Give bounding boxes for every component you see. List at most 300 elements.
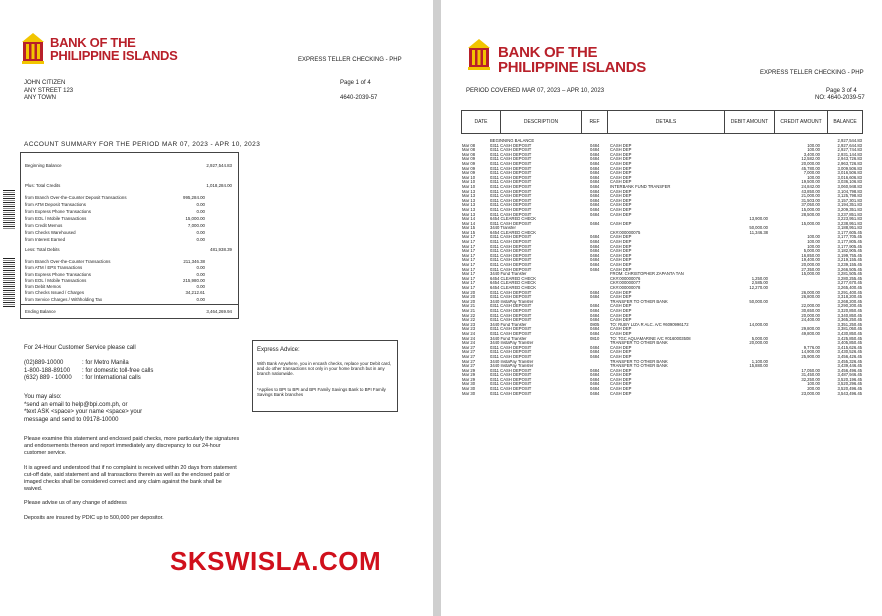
txn-credit: 21,000.00 [801,194,820,199]
txn-balance: 3,199,755.45 [837,253,862,258]
txn-ref: 0484 [590,308,600,313]
txn-date: Mar 30 [462,391,476,396]
txn-description: 0311 CASH DEPOSIT [490,194,532,199]
txn-ref: 0484 [590,175,600,180]
txn-date: Mar 21 [462,308,476,313]
summary-line [25,209,205,216]
col-header-debit: DEBIT AMOUNT [724,110,775,134]
txn-details: CASH DEP [610,373,632,378]
txn-ref: 0484 [590,263,600,268]
txn-details: CASH DEP [610,240,632,245]
txn-details: INTERBANK FUND TRANSFER [610,184,671,189]
txn-details: TRANSFER TO OTHER BANK [610,359,668,364]
contact-line: *send an email to help@bpi.com.ph, or [24,401,128,408]
txn-details: CASH DEP [610,391,632,396]
product-name: EXPRESS TELLER CHECKING - PHP [298,57,402,63]
col-header-date: DATE [461,110,501,134]
txn-credit: 3,400.00 [803,152,820,157]
txn-balance: 3,291,400.45 [837,290,862,295]
txn-balance: 3,009,506.83 [837,166,862,171]
account-summary-box: Beginning Balance 2,927,544.83 Plus: Total Credits 1,018,284.00 from Branch Over-the-Counter Deposit Transactions 995,284.00 from ATM Deposit Transactions 0.00 from Express Phone Transactions 0.00 from EOL / Mobile Transactions 15,000.00 from Credit Memos 7,000.00 from Checks Warehoused 0.00 from Interest Earned 0.00 Less: Total Debits 481,938.39 from Branch Over-the-Counter Transactions 211,346.38 from ATM / EPS Transactions 0.00 from Express Phone Transactions 0.00 from EOL / Mobile Transactions 215,980.00 from Debit Memos 0.00 from Checks Issued / Charges 34,212.61 from Service Charges / Withholding Tax 0.00 Ending Balance 3,464,269.94 [20,152,239,319]
txn-description: 0311 CASH DEPOSIT [490,249,532,254]
txn-description: 0311 CASH DEPOSIT [490,387,532,392]
txn-date: Mar 27 [462,350,476,355]
txn-ref: 0484 [590,166,600,171]
txn-balance: 3,016,506.83 [837,171,862,176]
txn-details: CASH DEP [610,175,632,180]
summary-line-value: 995,284.00 [183,195,205,200]
bank-name: BANK OF THE PHILIPPINE ISLANDS [498,44,646,76]
txn-balance: 2,931,144.83 [837,152,862,157]
phone-line [24,360,244,368]
txn-balance: 3,405,850.45 [837,341,862,346]
txn-date: Mar 30 [462,382,476,387]
txn-credit: 15,000.00 [801,207,820,212]
txn-credit: 100.00 [807,382,820,387]
barcode [3,258,15,308]
txn-ref: 0484 [590,295,600,300]
txn-date: Mar 29 [462,368,476,373]
txn-credit: 14,900.00 [801,350,820,355]
txn-ref: 0484 [590,148,600,153]
txn-description: 0311 CASH DEPOSIT [490,304,532,309]
txn-credit: 20,000.00 [801,313,820,318]
txn-balance: 3,237,851.83 [837,212,862,217]
txn-description: 0311 CASH DEPOSIT [490,152,532,157]
txn-details: TRANSFER TO OTHER BANK [610,364,668,369]
txn-balance: 3,487,946.45 [837,373,862,378]
summary-line [25,202,205,209]
txn-details: CASH DEP [610,249,632,254]
txn-date: Mar 27 [462,364,476,369]
txn-credit: 7,000.00 [803,171,820,176]
txn-credit: 31,450.00 [801,373,820,378]
txn-date: Mar 22 [462,318,476,323]
txn-date: Mar 17 [462,267,476,272]
txn-credit: 37,050.00 [801,203,820,208]
txn-balance: 3,177,905.45 [837,244,862,249]
txn-credit: 15,000.00 [801,272,820,277]
period-covered: PERIOD COVERED MAR 07, 2023 – APR 10, 2023 [466,88,605,94]
summary-line-label: from Debit Memos [25,284,61,290]
txn-ref: 0484 [590,258,600,263]
summary-title: ACCOUNT SUMMARY FOR THE PERIOD MAR 07, 2023 - APR 10, 2023 [24,141,261,148]
txn-credit: 32,250.00 [801,377,820,382]
txn-description: 0311 CASH DEPOSIT [490,166,532,171]
contact-options [24,394,244,424]
txn-date: Mar 27 [462,345,476,350]
txn-details: CASH DEP [610,327,632,332]
txn-balance: 2,963,726.83 [837,161,862,166]
txn-date: Mar 24 [462,331,476,336]
txn-ref: 0484 [590,331,600,336]
txn-credit: 100.00 [807,143,820,148]
txn-ref: 0484 [590,387,600,392]
summary-line-label: from ATM Deposit Transactions [25,202,86,207]
summary-line-value: 215,980.00 [183,277,205,283]
txn-description: 3440 Fund Transfer [490,336,527,341]
txn-date: Mar 13 [462,212,476,217]
txn-description: 0311 CASH DEPOSIT [490,331,532,336]
txn-description: 3440 InstaPay Transfer [490,364,534,369]
txn-details: CASH DEP [610,350,632,355]
txn-balance: 2,927,744.83 [837,148,862,153]
txn-balance: 3,182,905.45 [837,249,862,254]
txn-balance: 3,239,155.45 [837,263,862,268]
summary-line-value: 15,000.00 [185,216,205,221]
txn-description: 6454 CLEARED CHECK [490,276,537,281]
txn-description: 0311 CASH DEPOSIT [490,327,532,332]
txn-credit: 26,000.00 [801,290,820,295]
txn-date: Mar 24 [462,341,476,346]
txn-balance: 3,281,505.45 [837,272,862,277]
txn-ref: 0484 [590,194,600,199]
txn-balance: 3,455,326.45 [837,359,862,364]
txn-balance: 3,238,951.83 [837,221,862,226]
txn-details: CASH DEP [610,318,632,323]
txn-ref: 0484 [590,391,600,396]
txn-details: CASH DEP [610,263,632,268]
txn-ref: 0484 [590,253,600,258]
txn-date: Mar 17 [462,235,476,240]
txn-date: Mar 17 [462,240,476,245]
col-header-credit: CREDIT AMOUNT [774,110,828,134]
service-title: For 24-Hour Customer Service please call [24,345,136,351]
txn-credit: 5,000.00 [803,249,820,254]
txn-date: Mar 30 [462,387,476,392]
txn-credit: 100.00 [807,148,820,153]
txn-description: 0311 CASH DEPOSIT [490,198,532,203]
txn-details: CASH DEP [610,171,632,176]
note-paragraph: Deposits are insured by PDIC up to 500,000 per depositor. [24,514,164,521]
txn-date: Mar 23 [462,322,476,327]
txn-credit: 200.00 [807,387,820,392]
txn-credit: 19,500.00 [801,180,820,185]
txn-description: 3440 InstaPay Transfer [490,341,534,346]
txn-description: 0311 CASH DEPOSIT [490,161,532,166]
txn-credit: 45,780.00 [801,166,820,171]
txn-balance: 3,381,050.45 [837,327,862,332]
txn-credit: 22,000.00 [801,304,820,309]
txn-description: 0311 CASH DEPOSIT [490,267,532,272]
txn-description: 0311 CASH DEPOSIT [490,253,532,258]
txn-details: TRANSFER TO OTHER BANK [610,341,668,346]
txn-description: 0311 CASH DEPOSIT [490,258,532,263]
txn-date: Mar 17 [462,244,476,249]
phone-number: 1-800-188-89100 [24,367,71,374]
txn-ref: 0810 [590,336,600,341]
txn-details: CASH DEP [610,194,632,199]
product-name: EXPRESS TELLER CHECKING - PHP [760,70,864,76]
txn-debit: 13,900.00 [749,217,768,222]
txn-details: CK#:000000077 [610,281,641,286]
txn-date: Mar 27 [462,359,476,364]
summary-line-label: from ATM / EPS Transactions [25,265,83,271]
summary-line-label: from EOL / Mobile Transactions [25,216,87,221]
txn-balance: 3,320,850.45 [837,308,862,313]
summary-line-value: 0.00 [196,296,205,302]
txn-date: Mar 10 [462,175,476,180]
txn-details: CASH DEP [610,387,632,392]
txn-debit: 12,270.00 [749,286,768,290]
txn-details: CASH DEP [610,143,632,148]
txn-description: 0311 CASH DEPOSIT [490,308,532,313]
page-number: Page 3 of 4 [826,88,857,94]
txn-date: Mar 15 [462,226,476,231]
txn-date: Mar 14 [462,217,476,222]
bpi-logo-icon [466,34,492,74]
txn-balance: 3,209,351.83 [837,207,862,212]
txn-date: Mar 08 [462,143,476,148]
account-number: 4640-2039-57 [340,95,378,101]
txn-credit: 9,776.00 [803,345,820,350]
txn-description: 3440 InstaPay Transfer [490,359,534,364]
txn-ref: 0484 [590,212,600,217]
txn-details: CASH DEP [610,382,632,387]
txn-ref: 0484 [590,143,600,148]
txn-balance: 3,430,526.45 [837,350,862,355]
summary-line-value: 0.00 [196,265,205,271]
txn-balance: 2,943,726.83 [837,157,862,162]
txn-ref: 0484 [590,184,600,189]
txn-balance: 3,268,200.45 [837,299,862,304]
phone-desc: : for Metro Manila [82,360,129,366]
txn-debit: 1,250.00 [751,276,768,281]
contact-line: message and send to 09178-10000 [24,416,119,423]
txn-ref: 0484 [590,189,600,194]
txn-ref: 0484 [590,382,600,387]
txn-balance: 3,318,200.45 [837,295,862,300]
contact-line: You may also: [24,394,62,400]
page-number: Page 1 of 4 [340,80,371,86]
express-advice-box: Express Advice: With Bank Anywhere, you in encash checks, replace your Debit card, and do other transactions not only in your home branch but in any branch nationwide. *Applies to BPI to BPI and BPI Family Savings Bank to BPI Family Savings Bank branches [252,340,398,412]
txn-description: 6454 CLEARED CHECK [490,281,537,286]
txn-date: Mar 22 [462,313,476,318]
txn-credit: 15,000.00 [801,221,820,226]
txn-description: 0311 CASH DEPOSIT [490,373,532,378]
txn-balance: 3,456,426.45 [837,354,862,359]
txn-debit: 20,000.00 [749,341,768,346]
txn-description: 0311 CASH DEPOSIT [490,184,532,189]
txn-balance: 3,290,200.45 [837,304,862,309]
txn-debit [725,392,769,397]
txn-description: 6454 CLEARED CHECK [490,230,537,235]
summary-line-label: from Checks Warehoused [25,230,76,235]
txn-ref: 0484 [590,207,600,212]
txn-details: CASH DEP [610,290,632,295]
debits-list [25,259,205,303]
txn-description: 0311 CASH DEPOSIT [490,171,532,176]
txn-date: Mar 17 [462,258,476,263]
txn-debit: 1,100.00 [751,359,768,364]
note-paragraph: It is agreed and understood that if no complaint is received within 20 days from statement cut-off date, said statement and all transactions therein as well as the enclosed paid or imaged checks shall be considered correct and any claim against the bank shall be waived. [24,464,237,493]
summary-line-value: 0.00 [196,237,205,242]
txn-ref: 0805 [590,322,600,327]
col-header-details: DETAILS [607,110,725,134]
txn-details: CASH DEP [610,161,632,166]
txn-date: Mar 29 [462,373,476,378]
txn-description: 3440 Fund Transfer [490,272,527,277]
txn-date: Mar 21 [462,304,476,309]
contact-line: *text ASK <space> your name <space> your [24,409,143,415]
txn-ref: 0484 [590,198,600,203]
txn-balance: 3,543,496.45 [837,391,862,396]
summary-line-value: 0.00 [196,271,205,277]
txn-ref: 0484 [590,203,600,208]
txn-ref: 0484 [590,152,600,157]
customer-address: JOHN CITIZEN ANY STREET 123 ANY TOWN [24,80,74,101]
txn-details: CASH DEP [610,244,632,249]
txn-date: Mar 09 [462,171,476,176]
summary-line-value: 0.00 [196,202,205,207]
summary-line [25,237,205,244]
txn-date: Mar 13 [462,198,476,203]
summary-line-value: 7,000.00 [187,223,205,228]
txn-balance: 3,439,446.45 [837,364,862,369]
txn-details: CK#:000000078 [610,286,641,290]
txn-debit: 5,000.00 [751,336,768,341]
txn-description: 0311 CASH DEPOSIT [490,290,532,295]
txn-date: Mar 17 [462,286,476,290]
txn-details: CASH DEP [610,308,632,313]
txn-balance: 3,125,798.83 [837,194,862,199]
txn-ref: 0484 [590,345,600,350]
txn-date: Mar 14 [462,221,476,226]
txn-date: Mar 08 [462,148,476,153]
txn-date: Mar 17 [462,276,476,281]
summary-line [25,230,205,237]
txn-details: CASH DEP [610,258,632,263]
txn-details: CASH DEP [610,235,632,240]
txn-description: 0311 CASH DEPOSIT [490,212,532,217]
txn-credit: 100.00 [807,240,820,245]
txn-credit: 25,900.00 [801,354,820,359]
txn-details: CASH DEP [610,157,632,162]
txn-ref: 0484 [590,249,600,254]
summary-line-value: 0.00 [196,284,205,290]
txn-balance: 3,157,301.83 [837,198,862,203]
txn-details: CASH DEP [610,180,632,185]
txn-description: 0311 CASH DEPOSIT [490,391,532,396]
txn-description: 0311 CASH DEPOSIT [490,207,532,212]
txn-balance: 3,219,155.45 [837,258,862,263]
watermark: SKSWISLA.COM [170,546,382,576]
barcode [3,190,15,230]
txn-balance: 3,177,805.45 [837,240,862,245]
txn-date: Mar 17 [462,249,476,254]
txn-description: 0311 CASH DEPOSIT [490,318,532,323]
bpi-logo-icon [20,30,46,66]
txn-balance: 3,456,496.45 [837,368,862,373]
txn-date: Mar 13 [462,207,476,212]
txn-credit: 30,650.00 [801,308,820,313]
txn-balance: 3,365,250.45 [837,318,862,323]
txn-description: 6454 CLEARED CHECK [490,286,537,290]
txn-date: Mar 09 [462,166,476,171]
txn-debit: 50,000.00 [749,226,768,231]
txn-details: CASH DEP [610,377,632,382]
txn-details: CASH DEP [610,207,632,212]
txn-balance: 3,060,948.83 [837,184,862,189]
txn-credit: 17,050.00 [801,368,820,373]
statement-notes [24,436,240,529]
summary-line-label: from Express Phone Transactions [25,209,91,214]
note-paragraph: Please advise us of any change of address [24,500,127,507]
txn-description: 0311 CASH DEPOSIT [490,368,532,373]
txn-balance: 3,188,951.83 [837,226,862,231]
txn-description: 0311 CASH DEPOSIT [490,175,532,180]
statement-page-1 [0,0,433,616]
txn-credit: 31,503.00 [801,198,820,203]
txn-debit: 11,346.38 [749,230,768,235]
txn-details: CASH DEP [610,368,632,373]
txn-balance: 3,177,605.45 [837,230,862,235]
summary-line [25,195,205,202]
txn-credit: 24,842.00 [801,184,820,189]
summary-line-label: from Express Phone Transactions [25,271,91,277]
phone-number: (02)889-10000 [24,360,64,366]
note-paragraph: Please examine this statement and enclosed paid checks, more particularly the signatures and endorsements thereon and report immediately any discrepancy to our 24-hour customer service. [24,436,240,457]
txn-balance: 3,425,850.45 [837,336,862,341]
summary-line-label: from Service Charges / Withholding Tax [25,296,103,302]
txn-description: 0311 CASH DEPOSIT [490,180,532,185]
txn-balance: 3,265,400.45 [837,286,862,290]
txn-details: FROM: CHRISTOPHER ZAPANTA TAN [610,272,684,277]
txn-credit: 49,800.00 [801,331,820,336]
txn-ref: 0484 [590,318,600,323]
txn-credit: 12,582.00 [801,157,820,162]
phone-line [24,368,244,376]
summary-line-value: 211,346.38 [183,259,205,264]
summary-line-label: from Branch Over-the-Counter Deposit Transactions [25,195,127,200]
txn-ref: 0484 [590,244,600,249]
summary-line [25,297,205,303]
txn-description: 0311 CASH DEPOSIT [490,189,532,194]
txn-ref: 0484 [590,157,600,162]
txn-description: 0311 CASH DEPOSIT [490,354,532,359]
phone-desc: : for International calls [82,375,141,381]
txn-date: Mar 13 [462,194,476,199]
txn-credit: 100.00 [807,244,820,249]
txn-ref: 0484 [590,304,600,309]
txn-date: Mar 17 [462,281,476,286]
txn-details: CASH DEP [610,148,632,153]
txn-description: 0311 CASH DEPOSIT [490,240,532,245]
txn-details: CASH DEP [610,304,632,309]
txn-details: CASH DEP [610,331,632,336]
summary-line [25,216,205,223]
txn-ref: 0484 [590,161,600,166]
txn-debit: 14,000.00 [749,322,768,327]
txn-balance: 3,104,798.83 [837,189,862,194]
txn-date: Mar 13 [462,203,476,208]
phone-desc: : for domestic toll-free calls [82,367,154,374]
txn-ref: 0484 [590,240,600,245]
txn-credit: 27,350.00 [801,267,820,272]
txn-ref: 0484 [590,235,600,240]
phone-number: (632) 889 - 10000 [24,375,72,381]
txn-date: Mar 27 [462,354,476,359]
txn-credit: 20,000.00 [801,263,820,268]
txn-details: CASH DEP [610,189,632,194]
phone-line [24,375,244,383]
txn-credit: 100.00 [807,175,820,180]
txn-date: Mar 20 [462,299,476,304]
txn-details: TO: TGC AQUAMARINE A/C #0160003508 [610,336,691,341]
txn-details: CASH DEP [610,152,632,157]
txn-description: 6454 CLEARED CHECK [490,217,537,222]
txn-balance: 3,277,670.45 [837,281,862,286]
